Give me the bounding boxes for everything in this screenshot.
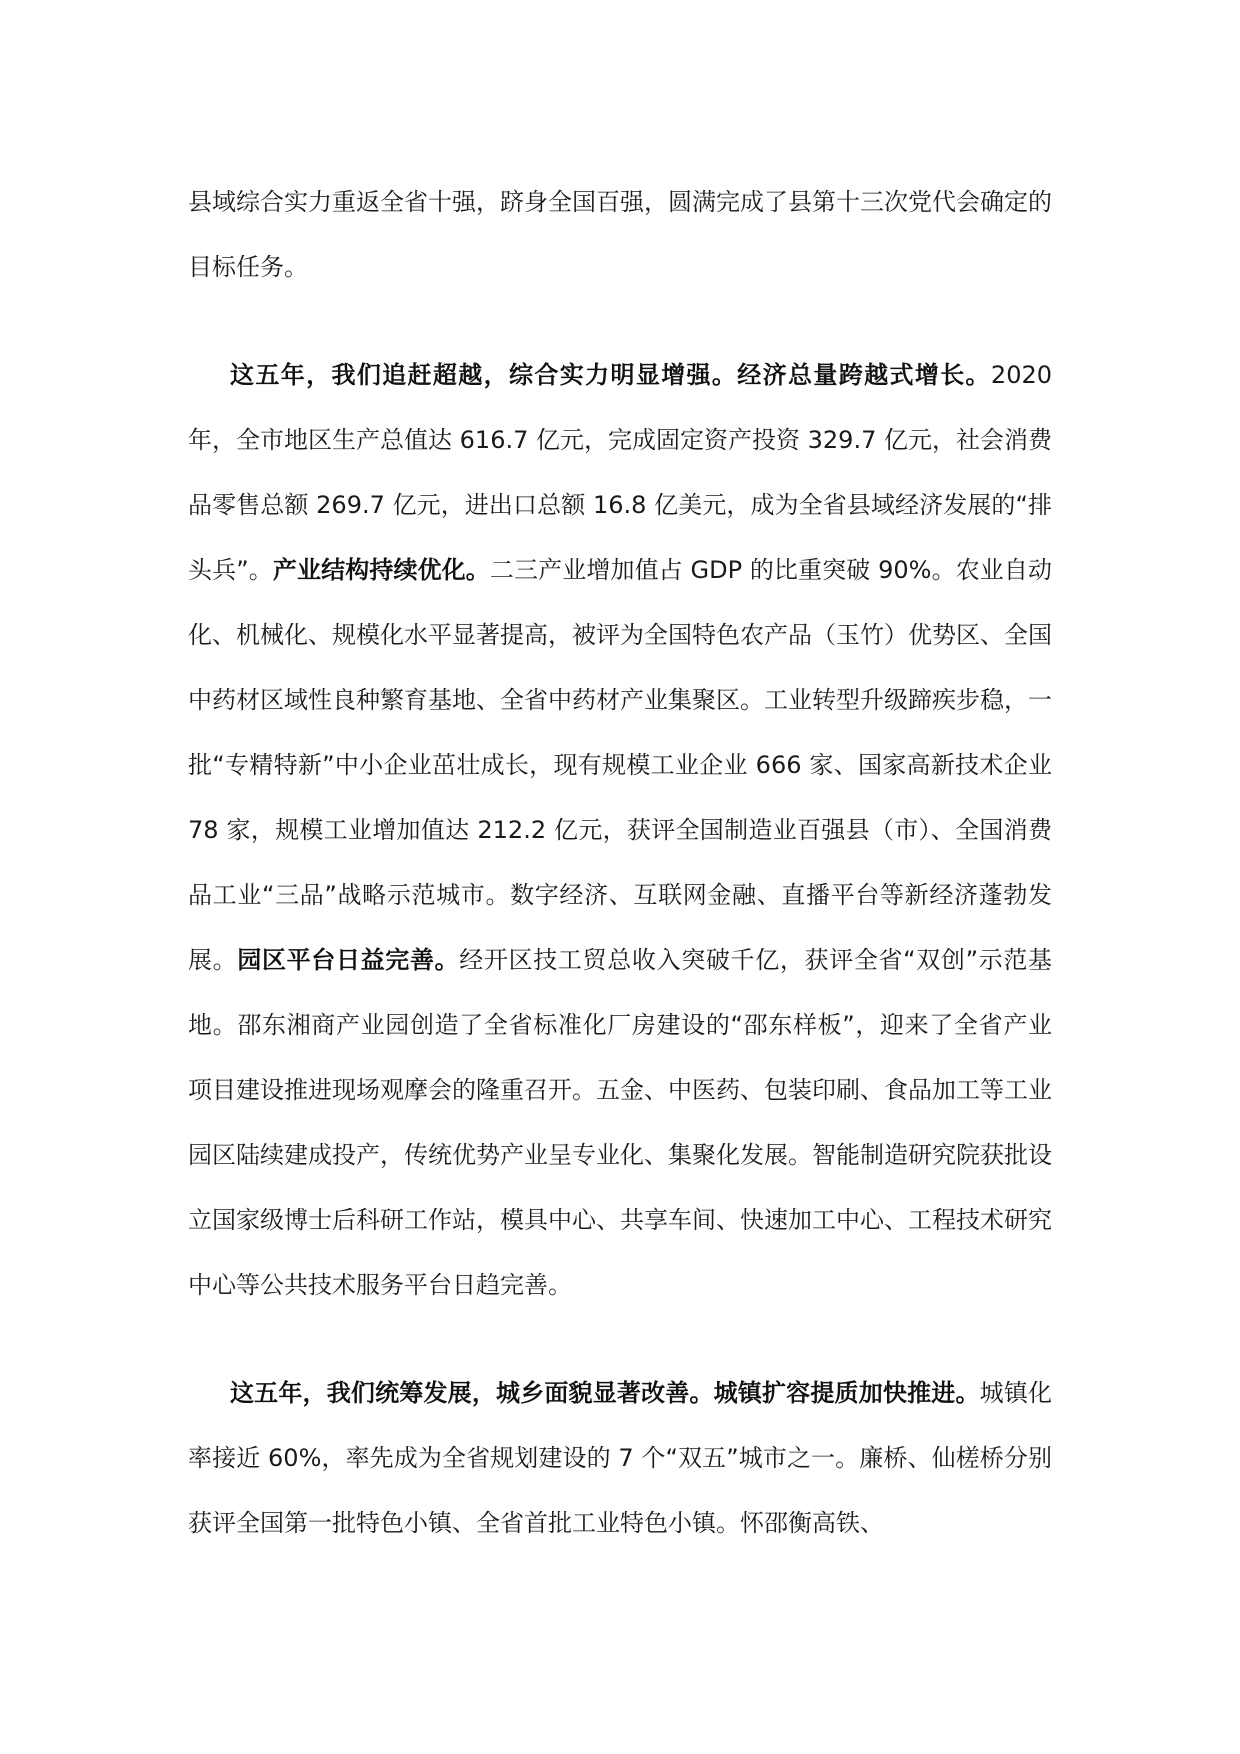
bold-heading-text: 园区平台日益完善。 xyxy=(237,946,460,974)
paragraph xyxy=(188,170,1052,300)
paragraph-gap xyxy=(188,300,1052,343)
body-text: 二三产业增加值占 GDP 的比重突破 90%。农业自动化、机械化、规模化水平显著提高，被评为全国特色农产品（玉竹）优势区、全国中药材区域性良种繁育基地、全省中药材产业集聚区。工业转型升级蹄疾步稳，一批“专精特新”中小企业茁壮成长，现有规模工业企业 666 家、国家高新技术企业 78 家，规模工业增加值达 212.2 亿元，获评全国制造业百强县（市）、全国消费品工业“三品”战略示范城市。数字经济、互联网金融、直播平台等新经济蓬勃发展。 xyxy=(188,556,1053,974)
body-text: 经开区技工贸总收入突破千亿，获评全省“双创”示范基地。邵东湘商产业园创造了全省标准化厂房建设的“邵东样板”，迎来了全省产业项目建设推进现场观摩会的隆重召开。五金、中医药、包装印刷、食品加工等工业园区陆续建成投产，传统优势产业呈专业化、集聚化发展。智能制造研究院获批设立国家级博士后科研工作站，模具中心、共享车间、快速加工中心、工程技术研究中心等公共技术服务平台日趋完善。 xyxy=(188,946,1053,1299)
paragraph-gap xyxy=(188,1318,1052,1361)
bold-heading-text: 这五年，我们统筹发展，城乡面貌显著改善。 xyxy=(230,1379,714,1407)
paragraph xyxy=(188,343,1052,1318)
body-text: 县域综合实力重返全省十强，跻身全国百强，圆满完成了县第十三次党代会确定的目标任务。 xyxy=(188,188,1052,281)
paragraph xyxy=(188,1361,1052,1556)
document-page xyxy=(188,170,1052,1556)
bold-heading-text: 经济总量跨越式增长。 xyxy=(737,361,991,389)
bold-heading-text: 城镇扩容提质加快推进。 xyxy=(713,1379,980,1407)
bold-heading-text: 这五年，我们追赶超越，综合实力明显增强。 xyxy=(230,361,738,389)
body-text: 2020年，全市地区生产总值达 616.7 亿元，完成固定资产投资 329.7 亿元，社会消费品零售总额 269.7 亿元，进出口总额 16.8 亿美元，成为全省县域经济发展的“排头兵”。 xyxy=(188,361,1052,584)
body-text: 城镇化率接近 60%，率先成为全省规划建设的 7 个“双五”城市之一。廉桥、仙槎桥分别获评全国第一批特色小镇、全省首批工业特色小镇。怀邵衡高铁、 xyxy=(188,1379,1053,1537)
bold-heading-text: 产业结构持续优化。 xyxy=(272,556,490,584)
